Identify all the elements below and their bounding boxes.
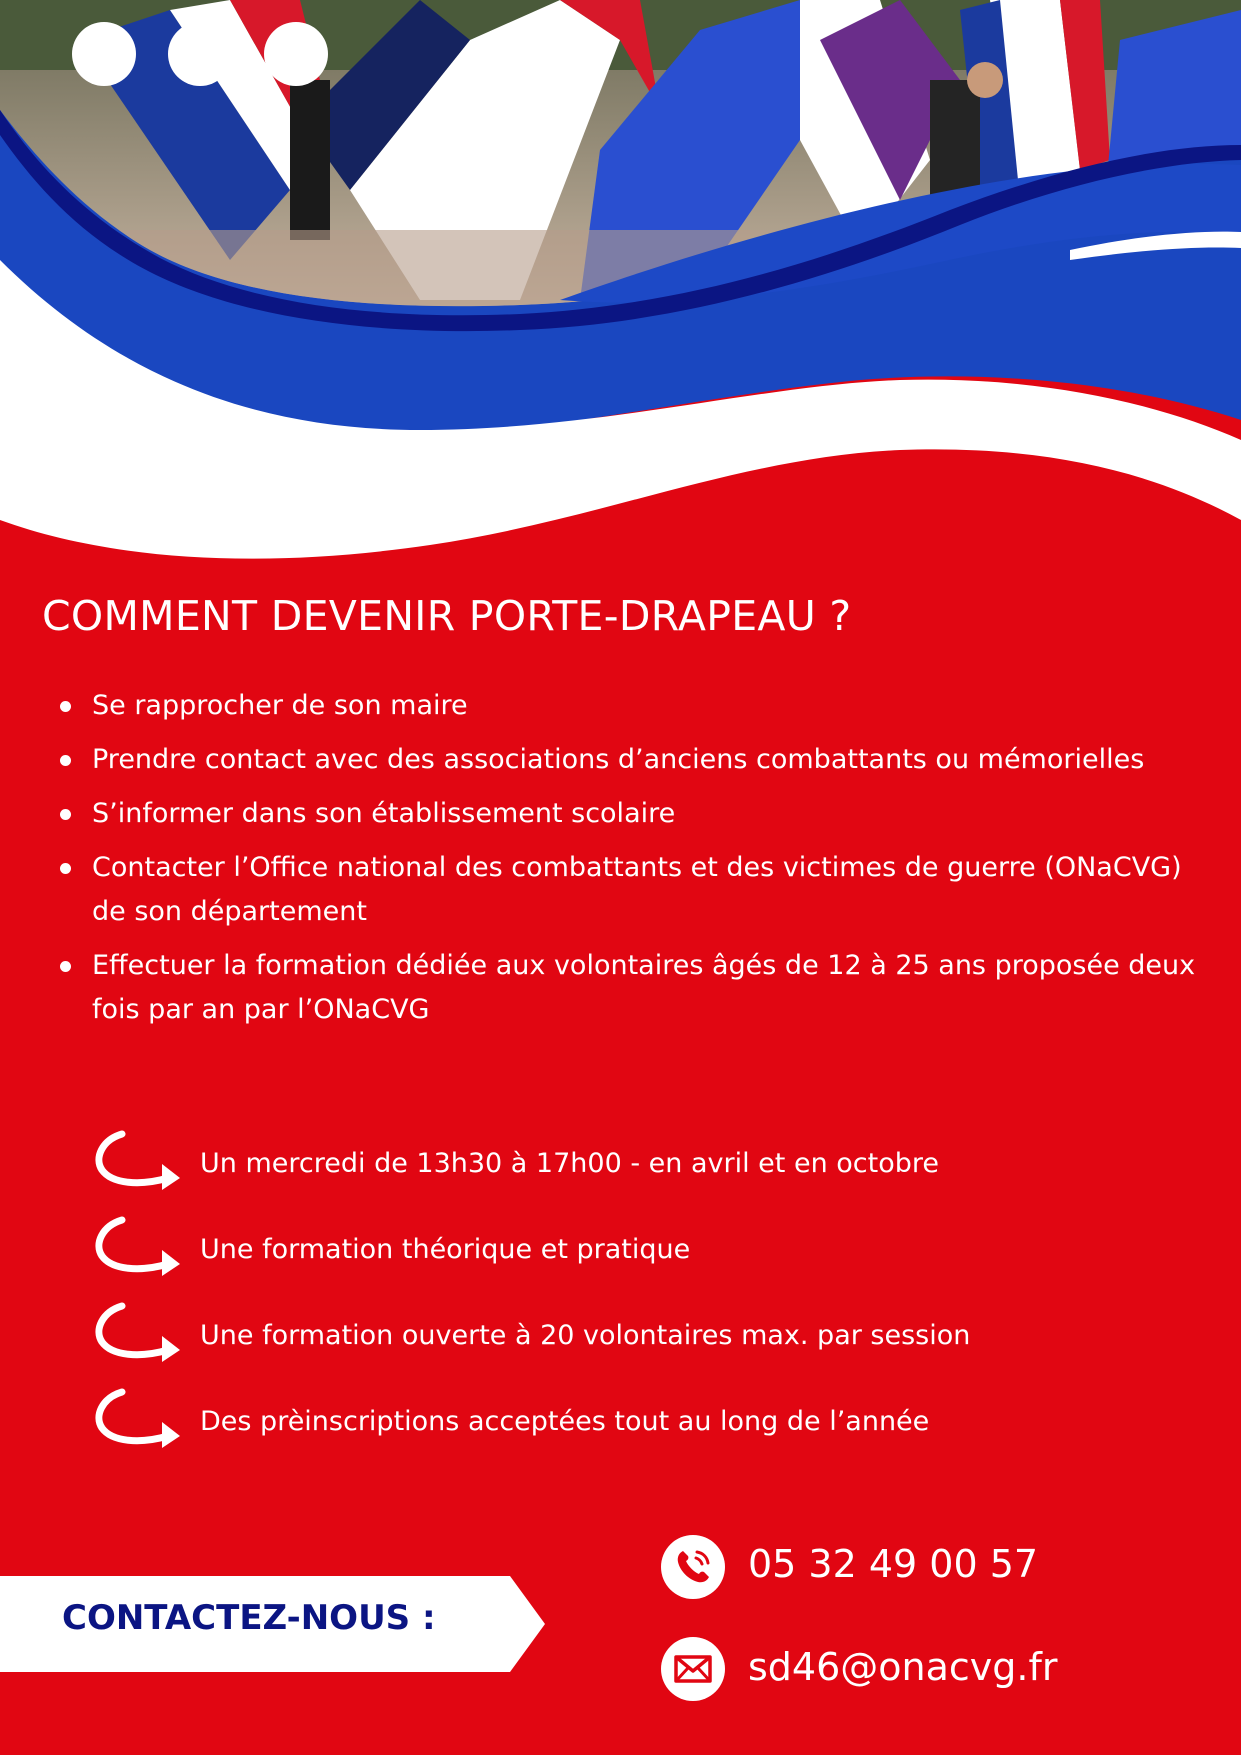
detail-item: Un mercredi de 13h30 à 17h00 - en avril et en octobre	[90, 1120, 1210, 1206]
page-title: COMMENT DEVENIR PORTE-DRAPEAU ?	[42, 592, 852, 640]
hero-banner	[0, 0, 1241, 600]
curved-arrow-icon	[90, 1386, 184, 1456]
dot-3	[264, 22, 328, 86]
phone-icon[interactable]	[661, 1535, 725, 1599]
curved-arrow-icon	[90, 1128, 184, 1198]
steps-list	[92, 684, 1212, 1042]
list-item: Effectuer la formation dédiée aux volontaires âgés de 12 à 25 ans proposée deux fois par an par l’ONaCVG	[92, 944, 1212, 1032]
curved-arrow-icon	[90, 1214, 184, 1284]
bullet-icon	[60, 961, 71, 972]
bullet-icon	[60, 755, 71, 766]
decorative-dots	[72, 22, 328, 86]
bullet-icon	[60, 701, 71, 712]
bullet-icon	[60, 809, 71, 820]
curved-arrow-icon	[90, 1300, 184, 1370]
list-item: Prendre contact avec des associations d’anciens combattants ou mémorielles	[92, 738, 1212, 782]
detail-item: Une formation ouverte à 20 volontaires max. par session	[90, 1292, 1210, 1378]
training-details	[90, 1120, 1210, 1464]
dot-1	[72, 22, 136, 86]
bullet-icon	[60, 863, 71, 874]
phone-number[interactable]: 05 32 49 00 57	[748, 1542, 1039, 1586]
list-item: Se rapprocher de son maire	[92, 684, 1212, 728]
dot-2	[168, 22, 232, 86]
email-address[interactable]: sd46@onacvg.fr	[748, 1645, 1058, 1689]
list-item: S’informer dans son établissement scolaire	[92, 792, 1212, 836]
list-item: Contacter l’Office national des combattants et des victimes de guerre (ONaCVG) de son département	[92, 846, 1212, 934]
contact-label: CONTACTEZ-NOUS :	[62, 1598, 436, 1638]
envelope-icon[interactable]	[661, 1637, 725, 1701]
detail-item: Une formation théorique et pratique	[90, 1206, 1210, 1292]
detail-item: Des prèinscriptions acceptées tout au long de l’année	[90, 1378, 1210, 1464]
